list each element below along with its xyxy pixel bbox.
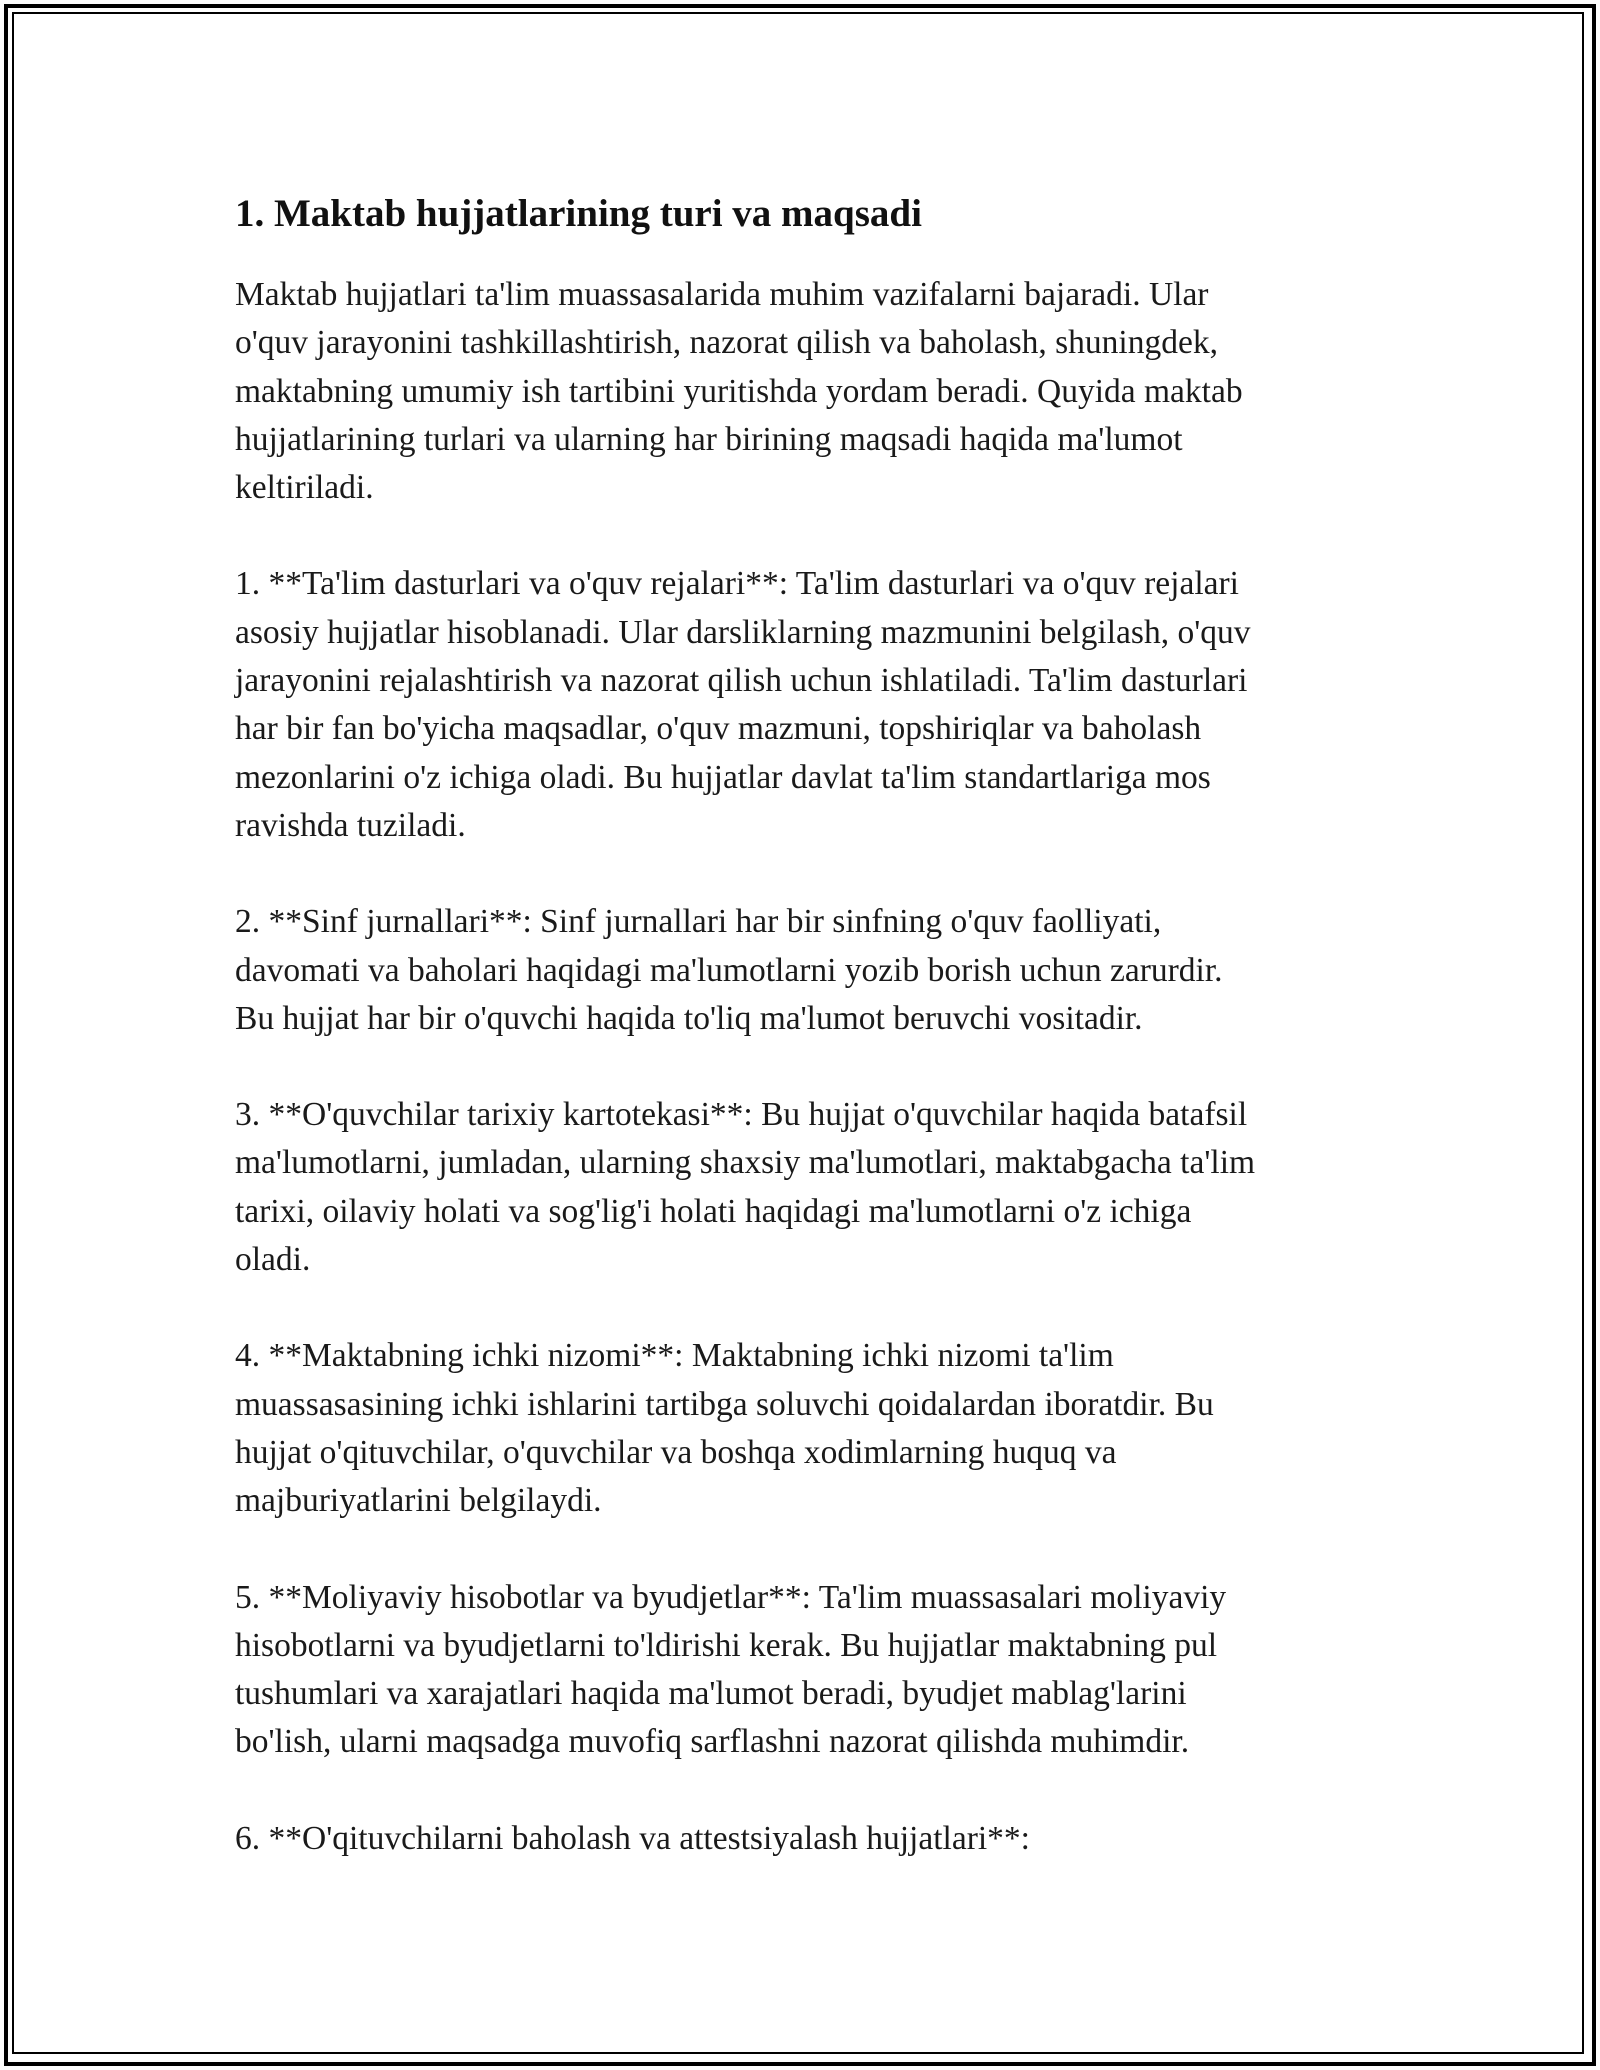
- paragraph-item-4: 4. **Maktabning ichki nizomi**: Maktabning ichki nizomi ta'lim muassasasining ichki ishlarini tartibga soluvchi qoidalardan iboratdir. Bu hujjat o'qituvchilar, o'quvchilar va boshqa xodimlarning huquq va majburiyatlarini belgilaydi.: [235, 1337, 1214, 1520]
- paragraph-item-5: 5. **Moliyaviy hisobotlar va byudjetlar**: Ta'lim muassasalari moliyaviy hisobotlarni va byudjetlarni to'ldirishi kerak. Bu hujjatlar maktabning pul tushumlari va xarajatlari haqida ma'lumot beradi, byudjet mablag'larini bo'lish, ularni maqsadga muvofiq sarflashni nazorat qilishda muhimdir.: [235, 1578, 1227, 1761]
- document-body: [235, 186, 1365, 1863]
- paragraph-item-1: 1. **Ta'lim dasturlari va o'quv rejalari**: Ta'lim dasturlari va o'quv rejalari asosiy hujjatlar hisoblanadi. Ular darsliklarning mazmunini belgilash, o'quv jarayonini rejalashtirish va nazorat qilish uchun ishlatiladi. Ta'lim dasturlari har bir fan bo'yicha maqsadlar, o'quv mazmuni, topshiriqlar va baholash mezonlarini o'z ichiga oladi. Bu hujjatlar davlat ta'lim standartlariga mos ravishda tuziladi.: [235, 565, 1251, 844]
- paragraph-item-6: 6. **O'qituvchilarni baholash va attestsiyalash hujjatlari**:: [235, 1819, 1030, 1857]
- paragraph-item-2: 2. **Sinf jurnallari**: Sinf jurnallari har bir sinfning o'quv faolliyati, davomati va baholari haqidagi ma'lumotlarni yozib borish uchun zarurdir. Bu hujjat har bir o'quvchi haqida to'liq ma'lumot beruvchi vositadir.: [235, 903, 1223, 1037]
- document-heading: 1. Maktab hujjatlarining turi va maqsadi: [235, 192, 922, 235]
- paragraph-intro: Maktab hujjatlari ta'lim muassasalarida muhim vazifalarni bajaradi. Ular o'quv jarayonini tashkillashtirish, nazorat qilish va baholash, shuningdek, maktabning umumiy ish tartibini yuritishda yordam beradi. Quyida maktab hujjatlarining turlari va ularning har birining maqsadi haqida ma'lumot keltiriladi.: [235, 276, 1243, 507]
- paragraph-item-3: 3. **O'quvchilar tarixiy kartotekasi**: Bu hujjat o'quvchilar haqida batafsil ma'lumotlarni, jumladan, ularning shaxsiy ma'lumotlari, maktabgacha ta'lim tarixi, oilaviy holati va sog'lig'i holati haqidagi ma'lumotlarni o'z ichiga oladi.: [235, 1096, 1256, 1279]
